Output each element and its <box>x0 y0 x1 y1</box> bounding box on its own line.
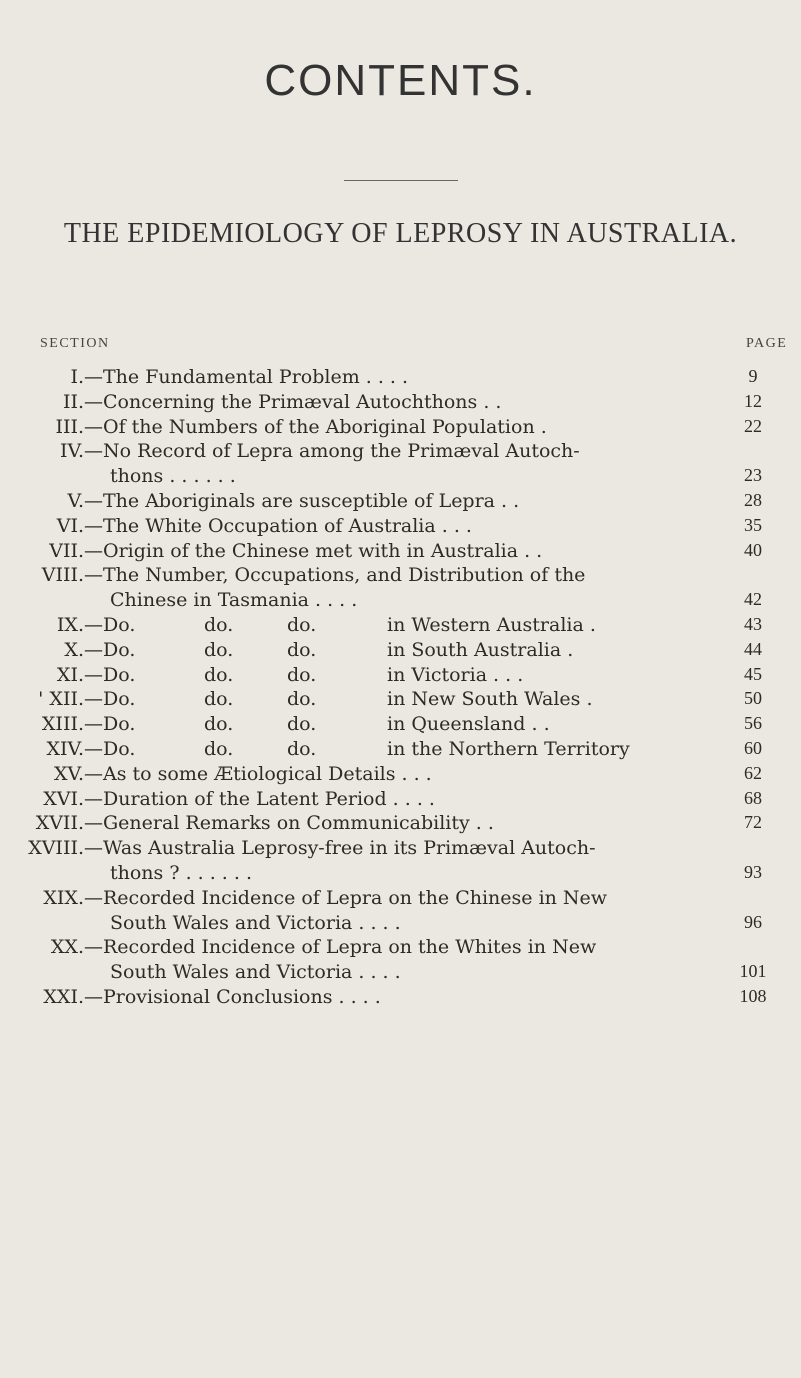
toc-entry-continuation <box>0 862 801 886</box>
section-number: XVI. <box>43 787 84 810</box>
section-title: —Origin of the Chinese met with in Australia . . <box>84 539 543 562</box>
section-number: III. <box>55 415 84 438</box>
page-number: 44 <box>744 638 762 659</box>
section-number: ' XII. <box>38 688 84 711</box>
toc-entry <box>0 887 801 911</box>
toc-entry <box>0 812 801 836</box>
page-number: 50 <box>744 688 762 709</box>
section-title-continued: thons . . . . . . <box>110 465 236 488</box>
page-number: 9 <box>748 366 758 386</box>
page-number: 12 <box>744 390 762 411</box>
ditto-do: do. <box>204 713 234 736</box>
section-title: —The Number, Occupations, and Distribution of the <box>84 564 586 587</box>
ditto-do: do. <box>204 638 234 661</box>
section-number: XIX. <box>43 886 84 909</box>
section-title: —The White Occupation of Australia . . . <box>84 514 472 537</box>
ditto-do: —Do. <box>84 638 136 661</box>
page-number: 22 <box>744 415 762 436</box>
toc-entry <box>0 763 801 787</box>
section-title: —Recorded Incidence of Lepra on the Whites in New <box>84 936 597 959</box>
section-number: XVII. <box>35 812 84 835</box>
ditto-do: do. <box>204 688 234 711</box>
toc-entry-continuation <box>0 961 801 985</box>
section-number: IV. <box>60 440 84 463</box>
section-number: VII. <box>49 539 84 562</box>
section-title: —The Fundamental Problem . . . . <box>84 366 409 388</box>
ditto-do: do. <box>287 738 317 760</box>
page-number: 35 <box>744 514 762 535</box>
section-number: XX. <box>50 936 84 959</box>
section-number: XXI. <box>43 986 84 1008</box>
page-column-header: PAGE <box>746 336 788 351</box>
page-number: 68 <box>744 787 762 808</box>
ditto-do: —Do. <box>84 688 136 711</box>
toc-entry <box>0 490 801 514</box>
section-title: —Of the Numbers of the Aboriginal Population . <box>84 415 547 438</box>
section-number: VIII. <box>41 564 84 587</box>
section-place: in South Australia . <box>387 638 574 661</box>
section-number: XIV. <box>46 738 84 760</box>
section-place: in Victoria . . . <box>387 663 524 686</box>
section-number: II. <box>62 390 84 413</box>
ditto-do: do. <box>287 713 317 736</box>
title-rule <box>344 180 458 181</box>
section-number: X. <box>64 638 84 661</box>
page-number: 28 <box>744 490 762 510</box>
page-number: 60 <box>744 738 762 758</box>
toc-entry <box>0 515 801 539</box>
page-number: 45 <box>744 663 762 684</box>
toc-entry <box>0 664 801 688</box>
section-place: in Queensland . . <box>387 713 550 736</box>
section-title: —No Record of Lepra among the Primæval Autoch- <box>84 440 580 463</box>
toc-entry <box>0 440 801 464</box>
ditto-do: do. <box>287 614 317 636</box>
section-place: in the Northern Territory <box>387 738 630 760</box>
ditto-do: —Do. <box>84 614 136 636</box>
toc-entry <box>0 540 801 564</box>
section-place: in Western Australia . <box>387 614 596 636</box>
ditto-do: do. <box>204 738 234 760</box>
toc-entry <box>0 837 801 861</box>
section-title: —Provisional Conclusions . . . . <box>84 986 381 1008</box>
section-title: —Concerning the Primæval Autochthons . . <box>84 390 502 413</box>
section-title-continued: thons ? . . . . . . <box>110 862 252 884</box>
section-column-header: SECTION <box>40 336 110 351</box>
section-number: XIII. <box>41 713 84 736</box>
section-title-continued: Chinese in Tasmania . . . . <box>110 589 358 612</box>
page-number: 96 <box>744 911 762 932</box>
toc-entry <box>0 614 801 638</box>
section-number: XI. <box>56 663 84 686</box>
toc-entry <box>0 788 801 812</box>
toc-entry <box>0 936 801 960</box>
toc-entry <box>0 416 801 440</box>
page-number: 43 <box>744 614 762 634</box>
ditto-do: do. <box>287 688 317 711</box>
page-number: 56 <box>744 713 762 734</box>
page-number: 108 <box>739 986 767 1006</box>
ditto-do: —Do. <box>84 738 136 760</box>
section-number: VI. <box>56 514 84 537</box>
page-number: 42 <box>744 589 762 610</box>
toc-entry-continuation <box>0 465 801 489</box>
section-title: —Was Australia Leprosy-free in its Primæval Autoch- <box>84 837 596 860</box>
toc-entry <box>0 986 801 1010</box>
ditto-do: —Do. <box>84 663 136 686</box>
section-number: XVIII. <box>28 837 84 860</box>
section-title: —Duration of the Latent Period . . . . <box>84 787 435 810</box>
section-number: XV. <box>54 762 84 785</box>
toc-entry-continuation <box>0 912 801 936</box>
toc-entry-continuation <box>0 589 801 613</box>
toc-entry <box>0 366 801 390</box>
page-number: 23 <box>744 465 762 486</box>
toc-entry <box>0 738 801 762</box>
section-number: IX. <box>56 614 84 636</box>
ditto-do: do. <box>287 663 317 686</box>
ditto-do: —Do. <box>84 713 136 736</box>
section-title-continued: South Wales and Victoria . . . . <box>110 911 401 934</box>
section-title: —As to some Ætiological Details . . . <box>84 762 432 785</box>
section-title: —The Aboriginals are susceptible of Lepra . . <box>84 490 520 512</box>
page-number: 72 <box>744 812 762 833</box>
toc-entry <box>0 564 801 588</box>
section-title: —Recorded Incidence of Lepra on the Chinese in New <box>84 886 608 909</box>
section-number: V. <box>67 490 84 512</box>
section-place: in New South Wales . <box>387 688 593 711</box>
page-number: 101 <box>739 961 767 982</box>
section-subtitle: THE EPIDEMIOLOGY OF LEPROSY IN AUSTRALIA. <box>63 218 738 249</box>
ditto-do: do. <box>204 663 234 686</box>
toc-entry <box>0 639 801 663</box>
toc-entry <box>0 391 801 415</box>
page-title: CONTENTS. <box>264 56 537 105</box>
toc-entry <box>0 713 801 737</box>
page-number: 40 <box>744 539 762 560</box>
page-number: 93 <box>744 862 762 882</box>
ditto-do: do. <box>287 638 317 661</box>
page-number: 62 <box>744 762 762 783</box>
toc-entry <box>0 688 801 712</box>
section-number: I. <box>70 366 84 388</box>
section-title-continued: South Wales and Victoria . . . . <box>110 961 401 984</box>
ditto-do: do. <box>204 614 234 636</box>
section-title: —General Remarks on Communicability . . <box>84 812 494 835</box>
